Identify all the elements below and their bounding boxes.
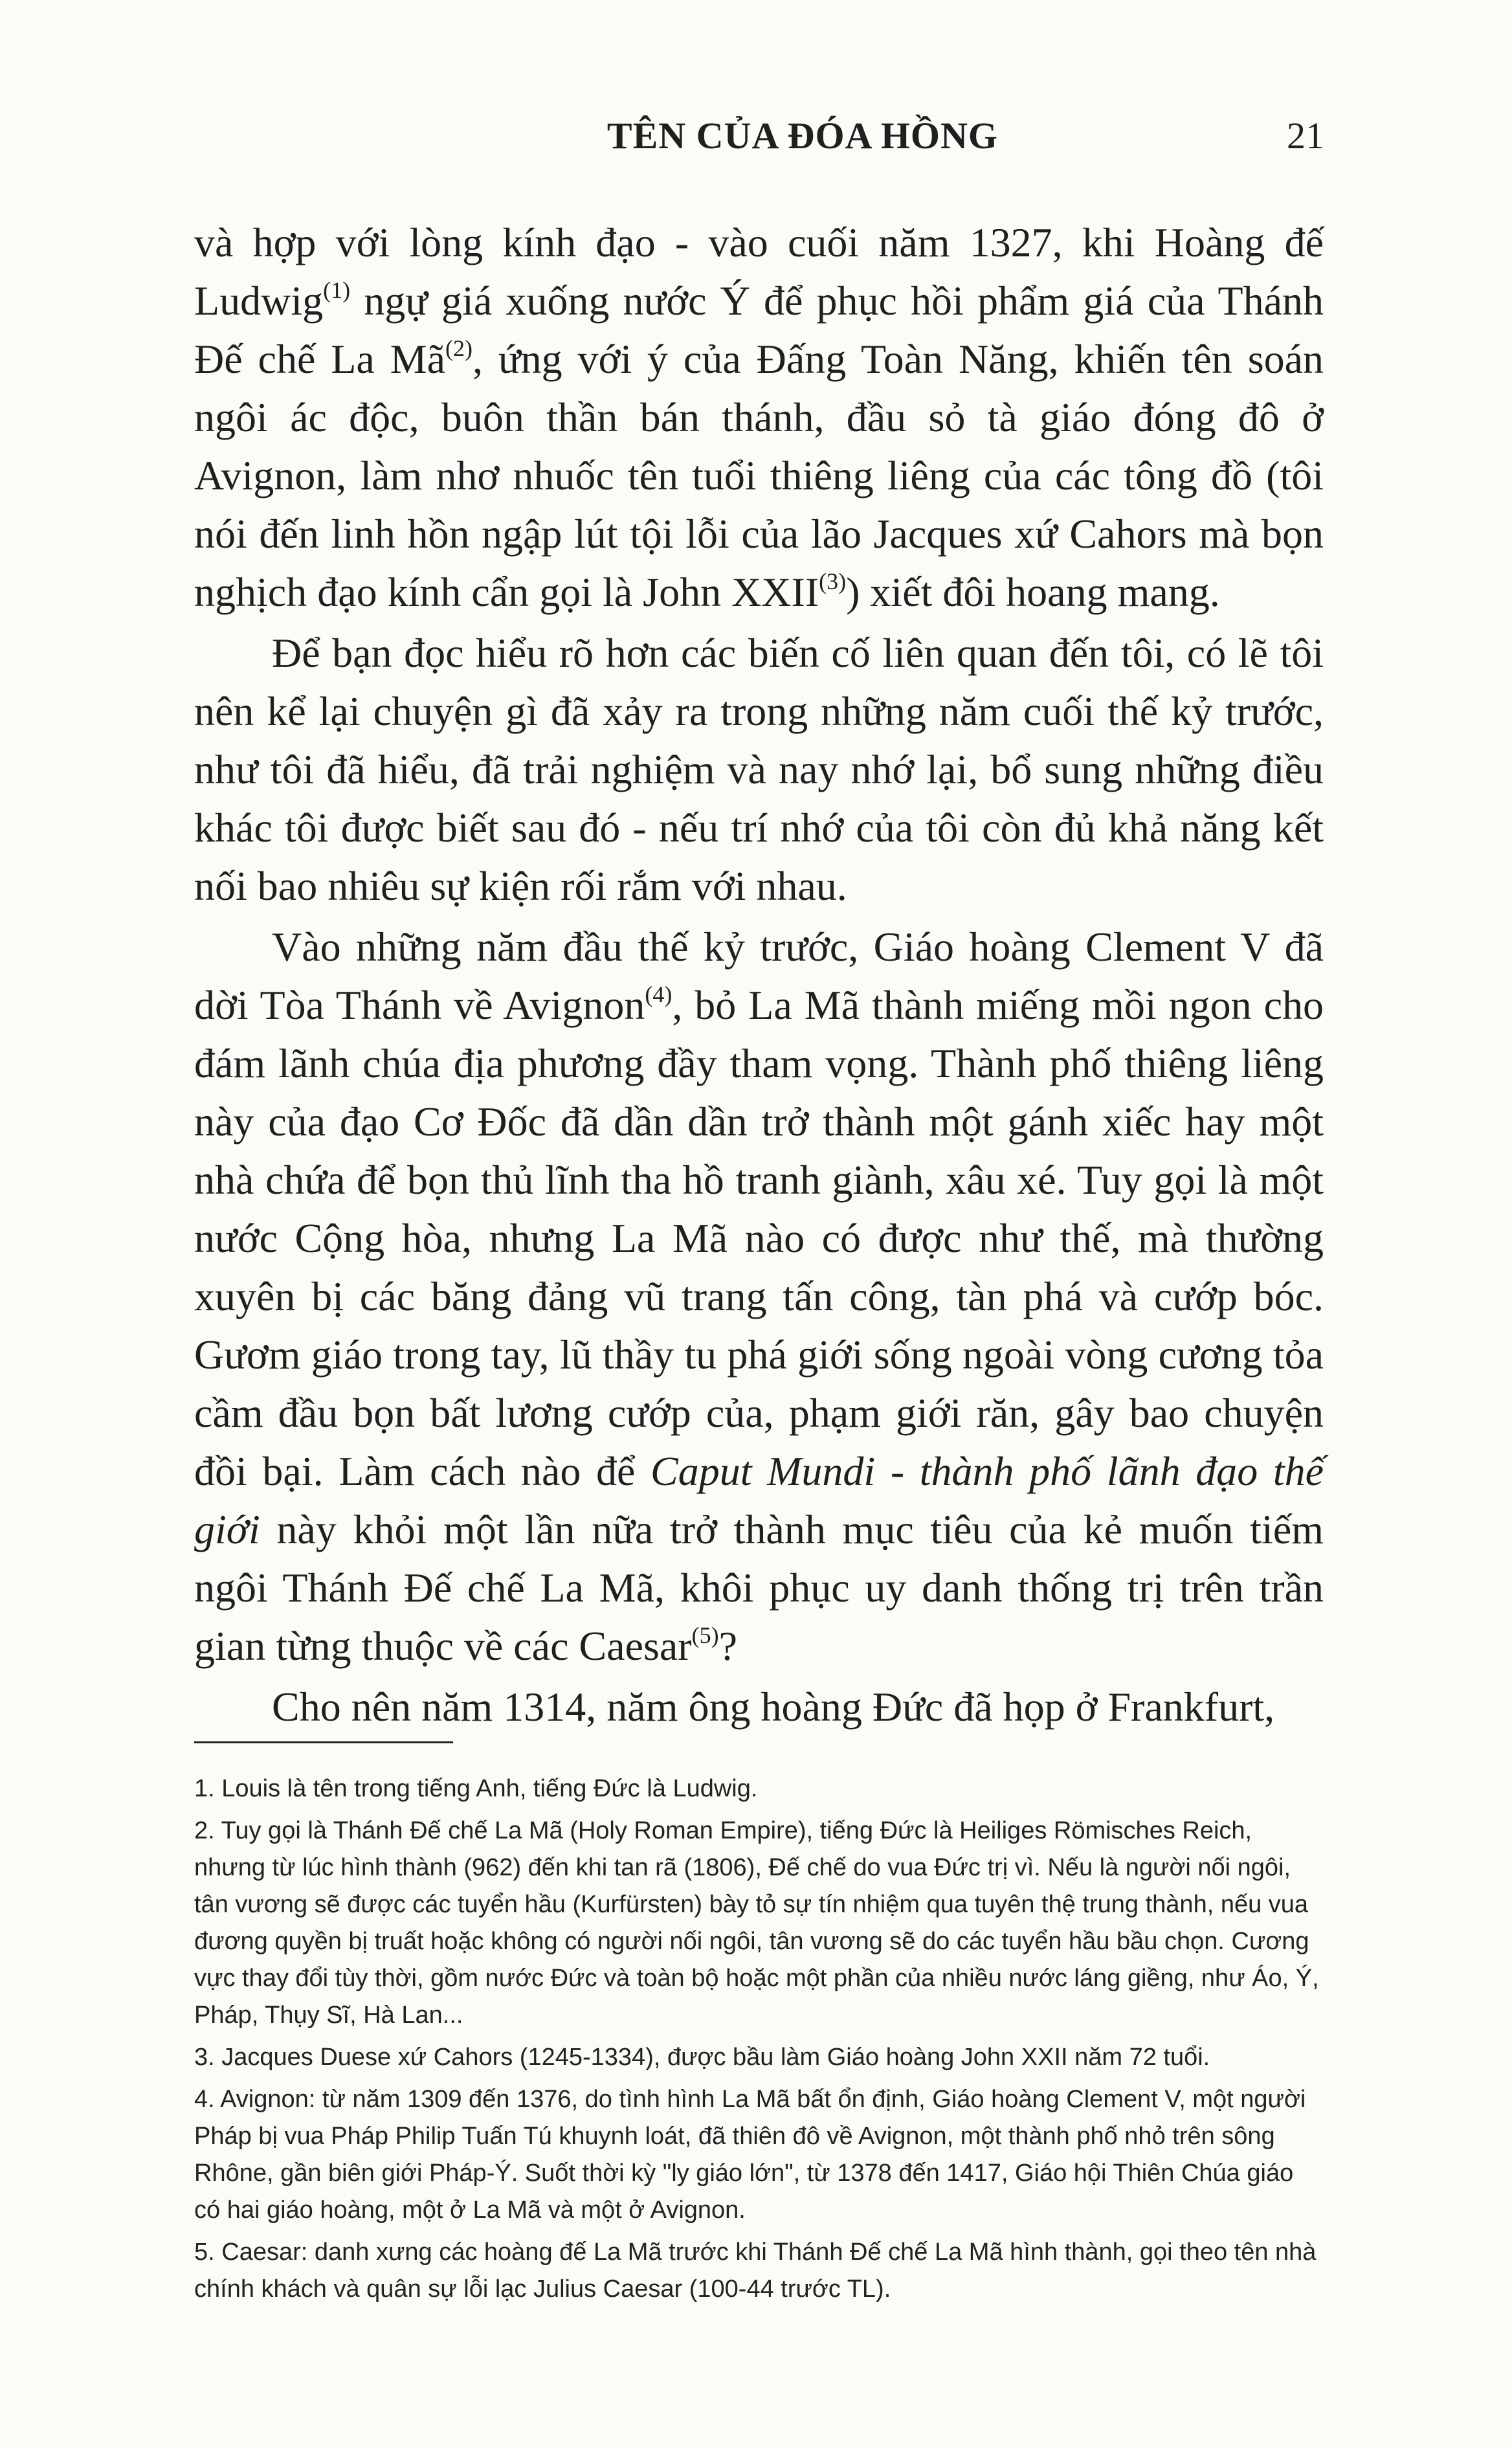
footnote-4: 4. Avignon: từ năm 1309 đến 1376, do tình hình La Mã bất ổn định, Giáo hoàng Clement V, một người Pháp bị vua Pháp Philip Tuấn Tú khuynh loát, đã thiên đô về Avignon, một thành phố nhỏ trên sông Rhône, gần biên giới Pháp-Ý. Suốt thời kỳ "ly giáo lớn", từ 1378 đến 1417, Giáo hội Thiên Chúa giáo có hai giáo hoàng, một ở La Mã và một ở Avignon. (194, 2086, 1306, 2224)
footnote-ref-3: (3) (819, 568, 847, 594)
paragraph-2: Để bạn đọc hiểu rõ hơn các biến cố liên quan đến tôi, có lẽ tôi nên kể lại chuyện gì đã xảy ra trong những năm cuối thế kỷ trước, như tôi đã hiểu, đã trải nghiệm và nay nhớ lại, bổ sung những điều khác tôi được biết sau đó - nếu trí nhớ của tôi còn đủ khả năng kết nối bao nhiêu sự kiện rối rắm với nhau. (194, 630, 1324, 909)
paragraph-1 (194, 214, 1324, 621)
p3-text-4: ? (718, 1623, 737, 1669)
footnote-ref-5: (5) (691, 1622, 719, 1648)
main-text (194, 214, 1324, 1736)
page-number: 21 (1287, 115, 1324, 157)
footnote-ref-2: (2) (445, 335, 472, 361)
footnote-1: 1. Louis là tên trong tiếng Anh, tiếng Đức là Ludwig. (194, 1775, 758, 1802)
p3-text-2: , bỏ La Mã thành miếng mồi ngon cho đám lãnh chúa địa phương đầy tham vọng. Thành phố thiêng liêng này của đạo Cơ Đốc đã dần dần trở thành một gánh xiếc hay một nhà chứa để bọn thủ lĩnh tha hồ tranh giành, xâu xé. Tuy gọi là một nước Cộng hòa, nhưng La Mã nào có được như thế, mà thường xuyên bị các băng đảng vũ trang tấn công, tàn phá và cướp bóc. Gươm giáo trong tay, lũ thầy tu phá giới sống ngoài vòng cương tỏa cầm đầu bọn bất lương cướp của, phạm giới răn, gây bao chuyện đồi bại. Làm cách nào để (194, 982, 1324, 1494)
footnote-separator (194, 1741, 453, 1743)
paragraph-3 (194, 918, 1324, 1675)
footnote-3: 3. Jacques Duese xứ Cahors (1245-1334), được bầu làm Giáo hoàng John XXII năm 72 tuổi. (194, 2044, 1210, 2071)
footnote-ref-4: (4) (645, 981, 673, 1007)
p3-text-1: Vào những năm đầu thế kỷ trước, Giáo hoàng Clement V đã dời Tòa Thánh về Avignon (194, 924, 1324, 1028)
running-title: TÊN CỦA ĐÓA HỒNG (606, 115, 999, 157)
p1-text-1: và hợp với lòng kính đạo - vào cuối năm 1327, khi Hoàng đế Ludwig (194, 219, 1324, 324)
paragraph-4: Cho nên năm 1314, năm ông hoàng Đức đã họp ở Frankfurt, (272, 1684, 1275, 1730)
footnote-ref-1: (1) (323, 277, 351, 303)
footnotes (194, 1771, 1320, 2313)
footnote-5: 5. Caesar: danh xưng các hoàng đế La Mã trước khi Thánh Đế chế La Mã hình thành, gọi theo tên nhà chính khách và quân sự lỗi lạc Julius Caesar (100-44 trước TL). (194, 2239, 1317, 2303)
p1-text-4: ) xiết đôi hoang mang. (846, 569, 1220, 615)
footnote-2: 2. Tuy gọi là Thánh Đế chế La Mã (Holy Roman Empire), tiếng Đức là Heiliges Römisches Reich, nhưng từ lúc hình thành (962) đến khi tan rã (1806), Đế chế do vua Đức trị vì. Nếu là người nối ngôi, tân vương sẽ được các tuyển hầu (Kurfürsten) bày tỏ sự tín nhiệm qua tuyên thệ trung thành, nếu vua đương quyền bị truất hoặc không có người nối ngôi, tân vương sẽ do các tuyển hầu bầu chọn. Cương vực thay đổi tùy thời, gồm nước Đức và toàn bộ hoặc một phần của nhiều nước láng giềng, như Áo, Ý, Pháp, Thụy Sĩ, Hà Lan... (194, 1817, 1319, 2029)
p3-italic-phrase: Caput Mundi - thành phố lãnh đạo thế giới (194, 1448, 1324, 1552)
p3-text-3: này khỏi một lần nữa trở thành mục tiêu của kẻ muốn tiếm ngôi Thánh Đế chế La Mã, khôi phục uy danh thống trị trên trần gian từng thuộc về các Caesar (194, 1506, 1324, 1669)
p1-text-3: , ứng với ý của Đấng Toàn Năng, khiến tên soán ngôi ác độc, buôn thần bán thánh, đầu sỏ tà giáo đóng đô ở Avignon, làm nhơ nhuốc tên tuổi thiêng liêng của các tông đồ (tôi nói đến linh hồn ngập lút tội lỗi của lão Jacques xứ Cahors mà bọn nghịch đạo kính cẩn gọi là John XXII (194, 336, 1324, 615)
p1-text-2: ngự giá xuống nước Ý để phục hồi phẩm giá của Thánh Đế chế La Mã (194, 278, 1324, 382)
